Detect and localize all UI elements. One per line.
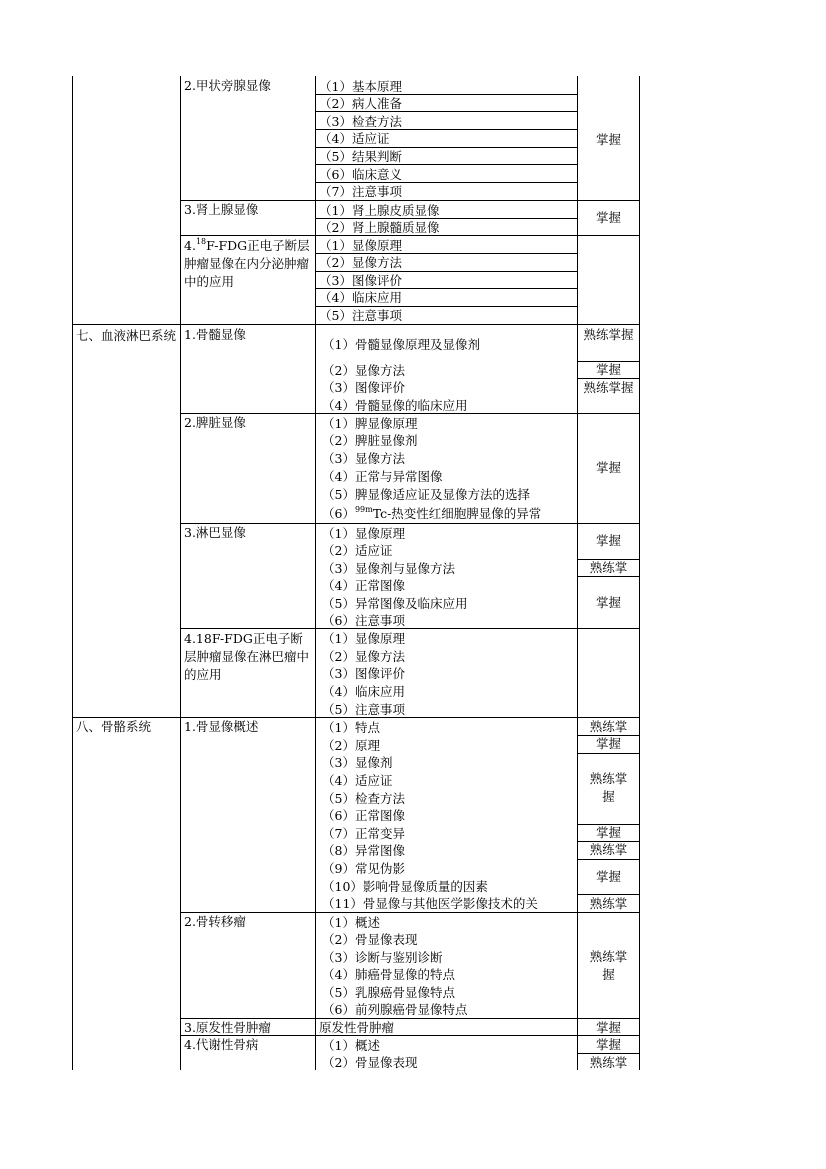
level-badge: 掌握 [595, 460, 621, 475]
level-badge: 掌握 [595, 1020, 621, 1035]
point-item: （5）检查方法 [322, 791, 405, 806]
level-badge: 掌握 [595, 869, 621, 884]
point-item: （3）图像评价 [322, 380, 405, 395]
point-item: （2）原理 [322, 738, 380, 753]
point-item: （3）检查方法 [319, 114, 402, 129]
item-title: 4.18F-FDG正电子断层肿瘤显像在内分泌肿瘤中的应用 [184, 237, 310, 289]
point-item: （1）概述 [322, 1038, 380, 1053]
item-title: 3.淋巴显像 [184, 525, 246, 540]
point-item: （1）肾上腺皮质显像 [319, 203, 440, 218]
point-item: （6）注意事项 [322, 613, 405, 628]
level-badge: 掌握 [595, 132, 621, 147]
point-item: （4）肺癌骨显像的特点 [322, 967, 455, 982]
point-item: （4）临床应用 [322, 684, 405, 699]
item-title: 1.骨髓显像 [184, 327, 246, 342]
section-name: 七、血液淋巴系统 [76, 328, 177, 343]
level-badge: 掌握 [595, 825, 621, 840]
level-badge: 掌握 [595, 362, 621, 377]
item-title: 4.18F-FDG正电子断层肿瘤显像在淋巴瘤中的应用 [184, 631, 310, 682]
point-item: （2）显像方法 [319, 255, 402, 270]
point-item: （1）骨髓显像原理及显像剂 [322, 337, 480, 352]
point-item: （4）骨髓显像的临床应用 [322, 398, 468, 413]
point-item: （11）骨显像与其他医学影像技术的关 [322, 896, 538, 911]
point-item: （2）显像方法 [322, 363, 405, 378]
point-item: （5）异常图像及临床应用 [322, 596, 468, 611]
point-item: （7）正常变异 [322, 826, 405, 841]
point-item: （4）适应证 [319, 131, 390, 146]
level-badge: 掌握 [595, 533, 621, 548]
point-item: $(6)^{99m}Tc-$热变性红细胞脾显像的异常 [322, 505, 542, 521]
point-item: （1）显像原理 [319, 238, 402, 253]
level-badge: 掌握 [595, 210, 621, 225]
item-title: 1.骨显像概述 [184, 719, 259, 734]
point-item: （4）临床应用 [319, 290, 402, 305]
point-item: （1）基本原理 [319, 79, 402, 94]
point-item: 原发性骨肿瘤 [319, 1020, 395, 1035]
point-item: （5）乳腺癌骨显像特点 [322, 985, 455, 1000]
point-item: （3）显像剂 [322, 755, 393, 770]
point-item: （1）概述 [322, 915, 380, 930]
point-item: （3）诊断与鉴别诊断 [322, 950, 443, 965]
point-item: （1）特点 [322, 720, 380, 735]
point-item: （7）注意事项 [319, 184, 402, 199]
point-item: （8）异常图像 [322, 843, 405, 858]
level-badge: 熟练掌握 [583, 327, 634, 342]
point-item: （3）显像方法 [322, 451, 405, 466]
point-item: （3）图像评价 [322, 666, 405, 681]
section-name: 八、骨骼系统 [76, 719, 152, 734]
item-title: 2.甲状旁腺显像 [184, 78, 271, 93]
item-title: 3.肾上腺显像 [184, 202, 259, 217]
point-item: （2）显像方法 [322, 649, 405, 664]
level-badge: 熟练掌 [589, 896, 628, 911]
level-badge: 掌握 [595, 595, 621, 610]
point-item: （2）病人准备 [319, 96, 402, 111]
point-item: （10）影响骨显像质量的因素 [322, 879, 488, 894]
point-item: （6）正常图像 [322, 808, 405, 823]
point-item: （4）适应证 [322, 773, 393, 788]
level-badge: 熟练掌握 [583, 380, 634, 395]
level-badge: 熟练掌 [589, 1055, 628, 1070]
point-item: （2）骨显像表现 [322, 932, 418, 947]
point-item: （3）显像剂与显像方法 [322, 561, 455, 576]
item-title: 3.原发性骨肿瘤 [184, 1020, 271, 1035]
point-item: （2）肾上腺髓质显像 [319, 220, 440, 235]
point-item: （2）脾脏显像剂 [322, 433, 418, 448]
point-item: （5）结果判断 [319, 149, 402, 164]
point-item: （6）前列腺癌骨显像特点 [322, 1002, 468, 1017]
point-item: （2）骨显像表现 [322, 1055, 418, 1070]
point-item: （1）显像原理 [322, 631, 405, 646]
point-item: （2）适应证 [322, 543, 393, 558]
point-item: （6）临床意义 [319, 167, 402, 182]
item-title: 2.脾脏显像 [184, 415, 246, 430]
level-badge: 熟练掌握 [589, 949, 628, 982]
level-badge: 熟练掌 [589, 719, 628, 734]
point-item: （9）常见伪影 [322, 861, 405, 876]
point-item: （5）注意事项 [319, 308, 402, 323]
item-title: 2.骨转移瘤 [184, 914, 246, 929]
point-item: （5）注意事项 [322, 702, 405, 717]
level-badge: 熟练掌 [589, 560, 628, 575]
level-badge: 熟练掌 [589, 842, 628, 857]
point-item: （1）脾显像原理 [322, 416, 418, 431]
item-title: 4.代谢性骨病 [184, 1037, 259, 1052]
point-item: （3）图像评价 [319, 273, 402, 288]
point-item: （4）正常图像 [322, 578, 405, 593]
point-item: （4）正常与异常图像 [322, 469, 443, 484]
point-item: （1）显像原理 [322, 526, 405, 541]
point-item: （5）脾显像适应证及显像方法的选择 [322, 487, 530, 502]
level-badge: 掌握 [595, 1037, 621, 1052]
level-badge: 熟练掌握 [589, 771, 628, 804]
level-badge: 掌握 [595, 736, 621, 751]
